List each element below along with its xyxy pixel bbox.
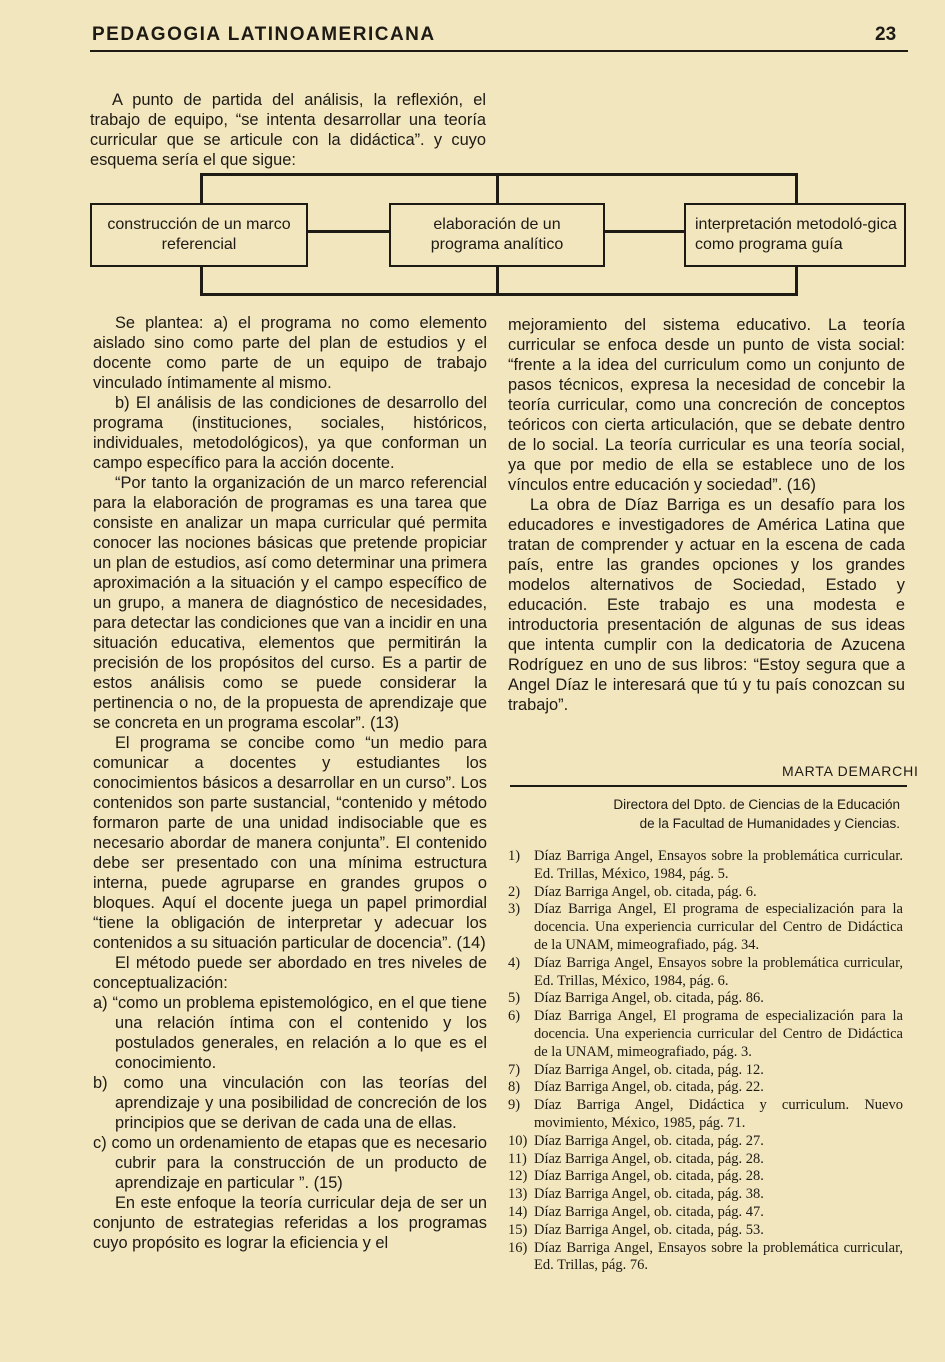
reference-item xyxy=(508,1168,903,1186)
reference-text: Díaz Barriga Angel, Didáctica y curriculum. Nuevo movimiento, México, 1985, pág. 71. xyxy=(534,1097,903,1131)
reference-number: 16) xyxy=(508,1239,528,1256)
reference-number: 12) xyxy=(508,1168,528,1185)
reference-number: 4) xyxy=(508,954,521,971)
reference-item xyxy=(508,1151,903,1169)
references-list xyxy=(508,848,903,1275)
reference-text: Díaz Barriga Angel, ob. citada, pág. 86. xyxy=(534,990,764,1007)
diagram-top-mid-stem xyxy=(496,173,499,205)
paragraph: El programa se concibe como “un medio para comunicar a docentes y estudiantes los conocimientos básicos a desarrollar en un curso”. Los contenidos son parte sustancial, “contenido y método formaron parte de una unidad indisociable que es necesario abordar de manera conjunta”. El contenido debe ser presentado con una mínima estructura interna, puede agruparse en grandes grupos o bloques. Aquí el docente juega un papel primordial “tiene la obligación de interpretar y adecuar los contenidos a su situación particular de docencia”. (14) xyxy=(93,734,487,952)
right-column xyxy=(508,315,905,715)
reference-text: Díaz Barriga Angel, ob. citada, pág. 28. xyxy=(534,1168,764,1185)
reference-item xyxy=(508,1062,903,1080)
reference-text: Díaz Barriga Angel, Ensayos sobre la problemática curricular, Ed. Trillas, México, 1984, pág. 6. xyxy=(534,954,903,989)
reference-item xyxy=(508,1079,903,1097)
reference-number: 11) xyxy=(508,1150,527,1167)
paragraph: “Por tanto la organización de un marco referencial para la elaboración de programas es una tarea que consiste en analizar un mapa curricular qué permita conocer las nociones básicas que pretende propiciar un plan de estudios, así como determinar una primera aproximación a la situación y el campo específico de un grupo, a manera de diagnóstico de necesidades, para detectar las condiciones que van a incidir en una situación educativa, elementos que permitirán la precisión de los propósitos del curso. Es a partir de estos análisis como se puede considerar la pertinencia o no, de la propuesta de aprendizaje que se concreta en un programa escolar”. (13) xyxy=(93,474,487,732)
list-item: b) como una vinculación con las teorías del aprendizaje y una posibilidad de concreción de los principios que se derivan de cada una de ellas. xyxy=(93,1074,487,1132)
reference-number: 1) xyxy=(508,848,521,864)
paragraph: En este enfoque la teoría curricular deja de ser un conjunto de estrategias referidas a los programas cuyo propósito es lograr la eficiencia y el xyxy=(93,1194,487,1252)
diagram-box-programa-guia: interpretación metodoló-gica como programa guía xyxy=(684,203,906,267)
left-column xyxy=(93,313,487,1253)
reference-item xyxy=(508,1186,903,1204)
reference-number: 10) xyxy=(508,1132,528,1149)
diagram-connector-2 xyxy=(603,230,687,233)
affiliation-line: de la Facultad de Humanidades y Ciencias. xyxy=(639,816,900,831)
diagram-bottom-left-stem xyxy=(200,265,203,295)
author-signature: MARTA DEMARCHI xyxy=(782,763,919,779)
reference-number: 9) xyxy=(508,1097,521,1114)
reference-text: Díaz Barriga Angel, Ensayos sobre la problemática curricular, Ed. Trillas, pág. 76. xyxy=(534,1239,903,1274)
paragraph: mejoramiento del sistema educativo. La teoría curricular se enfoca desde un punto de vista social: “frente a la idea del curriculum como un conjunto de pasos técnicos, expresa la necesidad de concebir la teoría curricular, como una concreción de conceptos teóricos con cierta articulación, que se debate dentro de lo social. La teoría curricular es una teoría social, ya que por medio de ella se establece uno de los vínculos entre educación y sociedad”. (16) xyxy=(508,316,905,494)
diagram-bottom-mid-stem xyxy=(496,265,499,295)
diagram-top-line xyxy=(200,173,798,176)
diagram-top-right-stem xyxy=(795,173,798,205)
reference-item xyxy=(508,884,903,902)
list-item: a) “como un problema epistemológico, en el que tiene una relación íntima con el contenido y los postulados generales, en relación a lo que es el conocimiento. xyxy=(93,994,487,1072)
diagram-connector-1 xyxy=(307,230,391,233)
reference-item xyxy=(508,1204,903,1222)
reference-text: Díaz Barriga Angel, ob. citada, pág. 27. xyxy=(534,1132,764,1149)
reference-text: Díaz Barriga Angel, ob. citada, pág. 12. xyxy=(534,1061,764,1078)
signature-rule xyxy=(510,785,907,787)
reference-number: 2) xyxy=(508,883,521,900)
diagram-box-programa-analitico: elaboración de un programa analítico xyxy=(389,203,605,267)
diagram-top-left-stem xyxy=(200,173,203,205)
reference-text: Díaz Barriga Angel, ob. citada, pág. 53. xyxy=(534,1221,764,1238)
author-affiliation xyxy=(540,795,900,833)
reference-text: Díaz Barriga Angel, ob. citada, pág. 6. xyxy=(534,883,757,900)
diagram-bottom-right-stem xyxy=(795,265,798,295)
reference-text: Díaz Barriga Angel, ob. citada, pág. 47. xyxy=(534,1203,764,1220)
list-item: c) como un ordenamiento de etapas que es necesario cubrir para la construcción de un producto de aprendizaje en particular ”. (15) xyxy=(93,1134,487,1192)
intro-paragraph xyxy=(90,90,486,170)
reference-item xyxy=(508,1222,903,1240)
reference-number: 13) xyxy=(508,1186,528,1203)
diagram-box-marco-referencial: construcción de un marco referencial xyxy=(90,203,308,267)
paragraph: El método puede ser abordado en tres niveles de conceptualización: xyxy=(93,954,487,992)
reference-number: 5) xyxy=(508,990,521,1007)
page-number: 23 xyxy=(875,24,897,45)
reference-number: 8) xyxy=(508,1079,521,1096)
reference-number: 15) xyxy=(508,1221,528,1238)
reference-text: Díaz Barriga Angel, El programa de especialización para la docencia. Una experiencia curricular del Centro de Didáctica de la UNAM, mimeografiado, pág. 34. xyxy=(534,901,903,953)
reference-number: 3) xyxy=(508,901,521,918)
reference-item xyxy=(508,1008,903,1061)
intro-text: A punto de partida del análisis, la reflexión, el trabajo de equipo, “se intenta desarrollar una teoría curricular que se articule con la didáctica”. y cuyo esquema sería el que sigue: xyxy=(90,91,486,169)
affiliation-line: Directora del Dpto. de Ciencias de la Educación xyxy=(613,797,900,812)
reference-text: Díaz Barriga Angel, Ensayos sobre la problemática curricular. Ed. Trillas, México, 1984, pág. 5. xyxy=(534,848,903,882)
reference-item xyxy=(508,1133,903,1151)
diagram-bottom-line xyxy=(200,293,798,296)
reference-text: Díaz Barriga Angel, El programa de especialización para la docencia. Una experiencia curricular del Centro de Didáctica de la UNAM, mimeografiado, pág. 3. xyxy=(534,1008,903,1060)
header-rule xyxy=(90,50,908,52)
reference-text: Díaz Barriga Angel, ob. citada, pág. 22. xyxy=(534,1079,764,1096)
reference-text: Díaz Barriga Angel, ob. citada, pág. 38. xyxy=(534,1186,764,1203)
reference-number: 7) xyxy=(508,1061,521,1078)
reference-item xyxy=(508,1097,903,1133)
reference-item xyxy=(508,848,903,884)
reference-item xyxy=(508,901,903,954)
paragraph: Se plantea: a) el programa no como elemento aislado sino como parte del plan de estudios y el docente como parte de un equipo de trabajo vinculado íntimamente al mismo. xyxy=(93,314,487,392)
running-header-title: PEDAGOGIA LATINOAMERICANA xyxy=(92,24,436,45)
reference-number: 6) xyxy=(508,1008,521,1025)
reference-item xyxy=(508,990,903,1008)
reference-item xyxy=(508,955,903,991)
reference-item xyxy=(508,1240,903,1276)
reference-number: 14) xyxy=(508,1203,528,1220)
reference-text: Díaz Barriga Angel, ob. citada, pág. 28. xyxy=(534,1150,764,1167)
paragraph: b) El análisis de las condiciones de desarrollo del programa (instituciones, sociales, históricos, individuales, metodológicos), ya que conforman un campo específico para la acción docente. xyxy=(93,394,487,472)
paragraph: La obra de Díaz Barriga es un desafío para los educadores e investigadores de América Latina que tratan de comprender y actuar en la escena de cada país, entre las grandes opciones y los grandes modelos alternativos de Sociedad, Estado y educación. Este trabajo es una modesta e introductoria presentación de algunas de sus ideas que intenta cumplir con la dedicatoria de Azucena Rodríguez en uno de sus libros: “Estoy segura que a Angel Díaz le interesará que tú y tu país conozcan su trabajo”. xyxy=(508,496,905,714)
